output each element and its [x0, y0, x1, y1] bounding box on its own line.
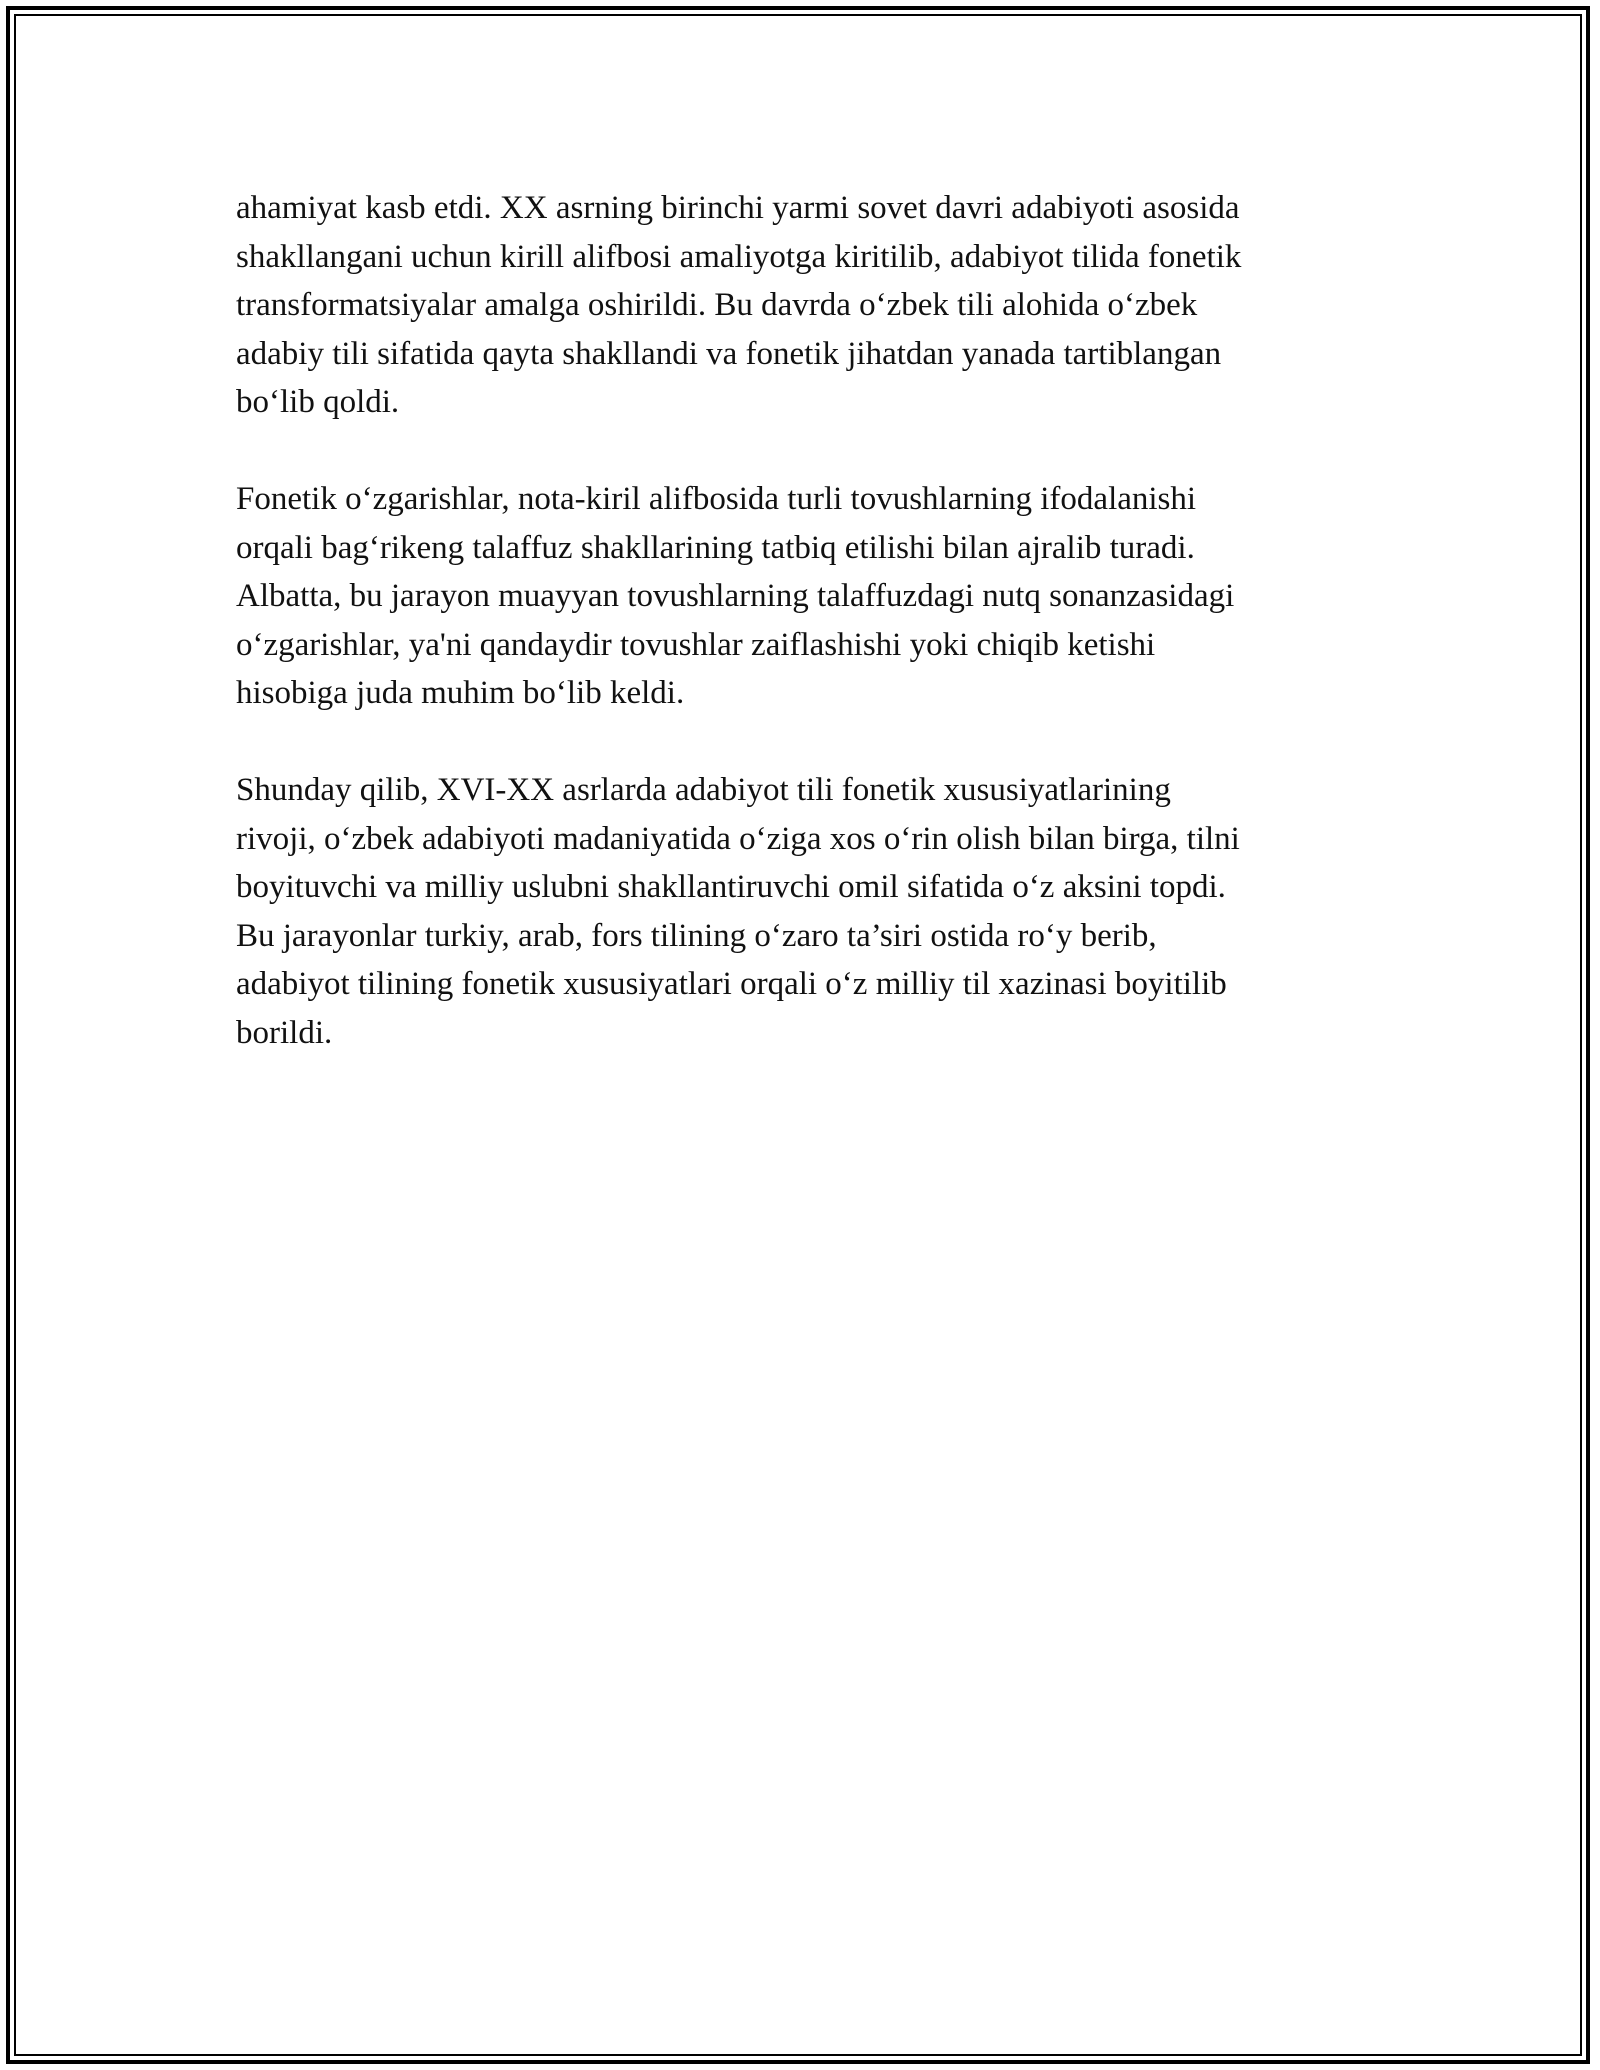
line: ahamiyat kasb etdi. XX asrning birinchi yarmi sovet davri adabiyoti asosida [236, 190, 1240, 226]
line: transformatsiyalar amalga oshirildi. Bu davrda oʻzbek tili alohida oʻzbek [236, 287, 1198, 323]
line: rivoji, oʻzbek adabiyoti madaniyatida oʻziga xos oʻrin olish bilan birga, tilni [236, 820, 1240, 857]
line: orqali bagʻrikeng talaffuz shakllarining tatbiq etilishi bilan ajralib turadi. [236, 529, 1195, 566]
line: Bu jarayonlar turkiy, arab, fors tilining oʻzaro ta’siri ostida roʻy berib, [236, 917, 1157, 954]
line: boʻlib qoldi. [236, 384, 400, 420]
line: Fonetik oʻzgarishlar, nota-kiril alifbosida turli tovushlarning ifodalanishi [236, 481, 1197, 517]
line: hisobiga juda muhim boʻlib keldi. [236, 675, 685, 711]
line: borildi. [236, 1014, 333, 1051]
line: Albatta, bu jarayon muayyan tovushlarning talaffuzdagi nutq sonanzasidagi [236, 578, 1235, 614]
line: oʻzgarishlar, ya'ni qandaydir tovushlar zaiflashishi yoki chiqib ketishi [236, 626, 1156, 663]
line: adabiyot tilining fonetik xususiyatlari orqali oʻz milliy til xazinasi boyitilib [236, 966, 1227, 1002]
paragraph-2 [236, 475, 1366, 718]
line: shakllangani uchun kirill alifbosi amaliyotga kiritilib, adabiyot tilida fonetik [236, 238, 1242, 275]
document-body [236, 184, 1366, 1106]
paragraph-3 [236, 766, 1366, 1057]
line: adabiy tili sifatida qayta shakllandi va fonetik jihatdan yanada tartiblangan [236, 335, 1222, 372]
line: Shunday qilib, XVI-XX asrlarda adabiyot tili fonetik xususiyatlarining [236, 772, 1171, 808]
line: boyituvchi va milliy uslubni shakllantiruvchi omil sifatida oʻz aksini topdi. [236, 869, 1226, 905]
paragraph-1 [236, 184, 1366, 427]
